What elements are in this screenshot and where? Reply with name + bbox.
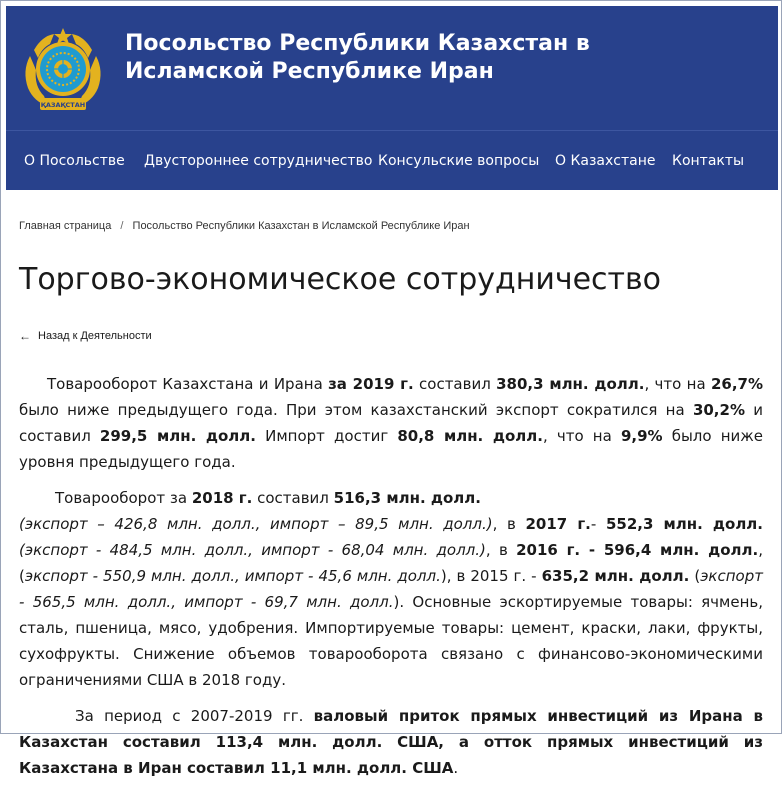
site-title[interactable]: Посольство Республики Казахстан в Исламской Республике Иран [125, 31, 590, 84]
breadcrumb-separator: / [120, 220, 124, 232]
bold-text: 26,7% [710, 375, 763, 393]
paragraph-trade-2015-2018 [19, 485, 763, 693]
text: ). Основные эскортируемые товары: ячмень, сталь, пшеница, мясо, удобрения. Импортируемые товары: цемент, краски, лаки, фрукты, сухофрукты. Снижение объемов товарооборота связано с финансово-экономическими ограничениями США в 2018 году. [19, 593, 764, 689]
italic-text: (экспорт - 484,5 млн. долл., импорт - 68,04 млн. долл.) [19, 541, 486, 559]
main-nav [6, 131, 778, 190]
paragraph-trade-2019 [19, 371, 763, 475]
text: ( [689, 567, 701, 585]
text: ), в 2015 г. - [440, 567, 542, 585]
nav-item-contacts[interactable]: Контакты [672, 153, 745, 169]
nav-item-consular-issues[interactable]: Консульские вопросы [378, 153, 540, 169]
text: Импорт достиг [255, 427, 398, 445]
bold-text: 635,2 млн. долл. [541, 567, 690, 585]
text: составил [252, 489, 334, 507]
italic-text: экспорт - 565,5 млн. долл., импорт - 69,7 млн. долл. [19, 567, 763, 611]
text: и составил [19, 401, 763, 445]
text: Товарооборот за [55, 489, 192, 507]
bold-text: 299,5 млн. долл. [99, 427, 256, 445]
header-top [6, 6, 778, 130]
page-title: Торгово-экономическое сотрудничество [19, 262, 662, 297]
bold-text: 552,3 млн. долл. [605, 515, 763, 533]
bold-text: 30,2% [692, 401, 745, 419]
text: Товарооборот Казахстана и Ирана [47, 375, 329, 393]
back-link[interactable] [19, 329, 152, 343]
bold-text: за 2019 г. [328, 375, 414, 393]
text: , в [485, 541, 517, 559]
article-content [19, 371, 763, 791]
text: - [590, 515, 606, 533]
italic-text: (экспорт – 426,8 млн. долл., импорт – 89,5 млн. долл.) [19, 515, 493, 533]
bold-text: 380,3 млн. долл. [496, 375, 645, 393]
breadcrumb [19, 220, 470, 232]
bold-text: 516,3 млн. долл. [333, 489, 481, 507]
nav-item-bilateral-cooperation[interactable]: Двустороннее сотрудничество [144, 153, 373, 169]
site-header [6, 6, 778, 190]
text: было ниже уровня предыдущего года. [19, 427, 763, 471]
text: , что на [542, 427, 621, 445]
text: , в [492, 515, 526, 533]
text: составил [413, 375, 497, 393]
breadcrumb-home-link[interactable]: Главная страница [19, 220, 112, 232]
bold-text: 80,8 млн. долл. [397, 427, 543, 445]
bold-text: 2018 г. [191, 489, 253, 507]
bold-text: валовый приток прямых инвестиций из Ирана в Казахстан составил 113,4 млн. долл. США, а отток прямых инвестиций из Казахстана в Иран составил 11,1 млн. долл. США [19, 707, 763, 777]
bold-text: 2017 г. [525, 515, 591, 533]
text: За период с 2007-2019 гг. [75, 707, 314, 725]
text: , что на [644, 375, 711, 393]
text: . [453, 759, 459, 777]
nav-item-about-embassy[interactable]: О Посольстве [24, 153, 125, 169]
back-link-label: Назад к Деятельности [38, 330, 152, 342]
italic-text: экспорт - 550,9 млн. долл., импорт - 45,6 млн. долл. [24, 567, 441, 585]
arrow-left-icon: ← [19, 329, 31, 343]
bold-text: 9,9% [620, 427, 663, 445]
text: было ниже предыдущего года. При этом казахстанский экспорт сократился на [19, 401, 693, 419]
emblem-caption: ҚАЗАҚСТАН [40, 101, 86, 109]
nav-item-about-kazakhstan[interactable]: О Казахстане [555, 153, 656, 169]
kazakhstan-emblem-logo[interactable] [20, 26, 106, 116]
breadcrumb-current-link[interactable]: Посольство Республики Казахстан в Исламской Республике Иран [132, 220, 470, 232]
paragraph-investments [19, 703, 763, 781]
bold-text: 2016 г. - 596,4 млн. долл. [516, 541, 759, 559]
text: , ( [19, 541, 763, 585]
